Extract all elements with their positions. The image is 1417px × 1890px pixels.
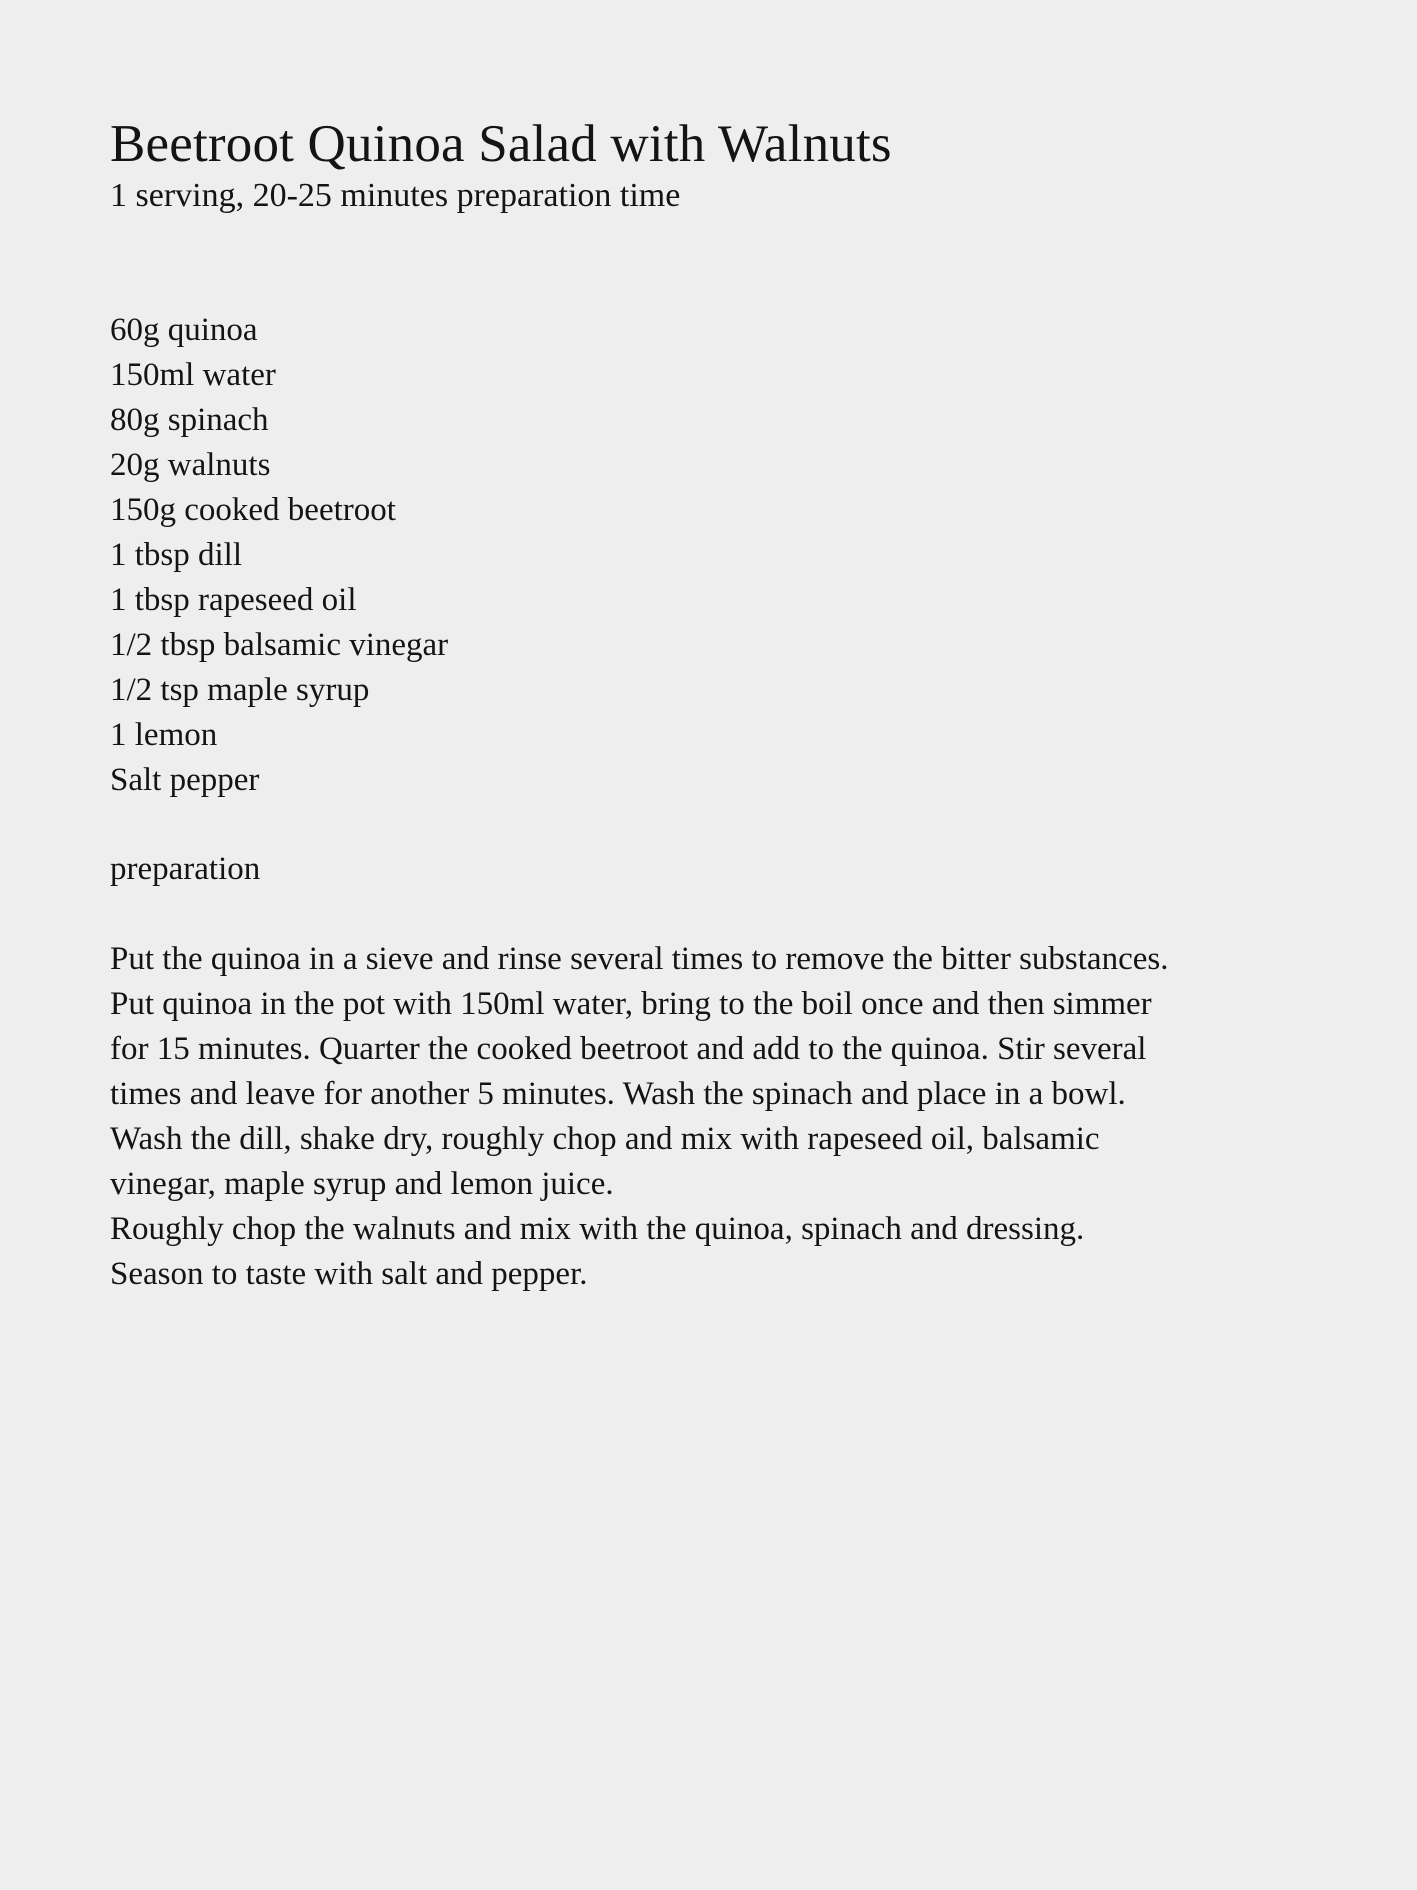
recipe-title: Beetroot Quinoa Salad with Walnuts (110, 115, 892, 173)
recipe-content (110, 112, 1340, 1292)
preparation-line: times and leave for another 5 minutes. Wash the spinach and place in a bowl. (110, 1076, 1126, 1112)
preparation-line: for 15 minutes. Quarter the cooked beetroot and add to the quinoa. Stir several (110, 1031, 1147, 1067)
preparation-line: Put quinoa in the pot with 150ml water, bring to the boil once and then simmer (110, 986, 1152, 1022)
ingredient-item: 150ml water (110, 357, 276, 393)
ingredient-item: 80g spinach (110, 402, 269, 438)
ingredient-item: 1/2 tsp maple syrup (110, 672, 370, 708)
ingredient-item: 20g walnuts (110, 447, 271, 483)
ingredient-item: 150g cooked beetroot (110, 492, 396, 528)
preparation-heading: preparation (110, 851, 261, 887)
ingredient-item: 1 tbsp dill (110, 537, 243, 573)
ingredient-item: 1 lemon (110, 717, 218, 753)
preparation-text (110, 937, 1340, 1297)
ingredient-item: 60g quinoa (110, 312, 258, 348)
ingredient-item: 1 tbsp rapeseed oil (110, 582, 357, 618)
preparation-line: Roughly chop the walnuts and mix with the quinoa, spinach and dressing. (110, 1211, 1085, 1247)
preparation-line: Put the quinoa in a sieve and rinse several times to remove the bitter substances. (110, 941, 1169, 977)
preparation-line: Wash the dill, shake dry, roughly chop and mix with rapeseed oil, balsamic (110, 1121, 1100, 1157)
ingredient-item: Salt pepper (110, 762, 260, 798)
recipe-subtitle: 1 serving, 20-25 minutes preparation time (110, 177, 681, 214)
preparation-line: Season to taste with salt and pepper. (110, 1256, 588, 1292)
ingredient-list (110, 308, 448, 803)
ingredient-item: 1/2 tbsp balsamic vinegar (110, 627, 449, 663)
preparation-line: vinegar, maple syrup and lemon juice. (110, 1166, 614, 1202)
